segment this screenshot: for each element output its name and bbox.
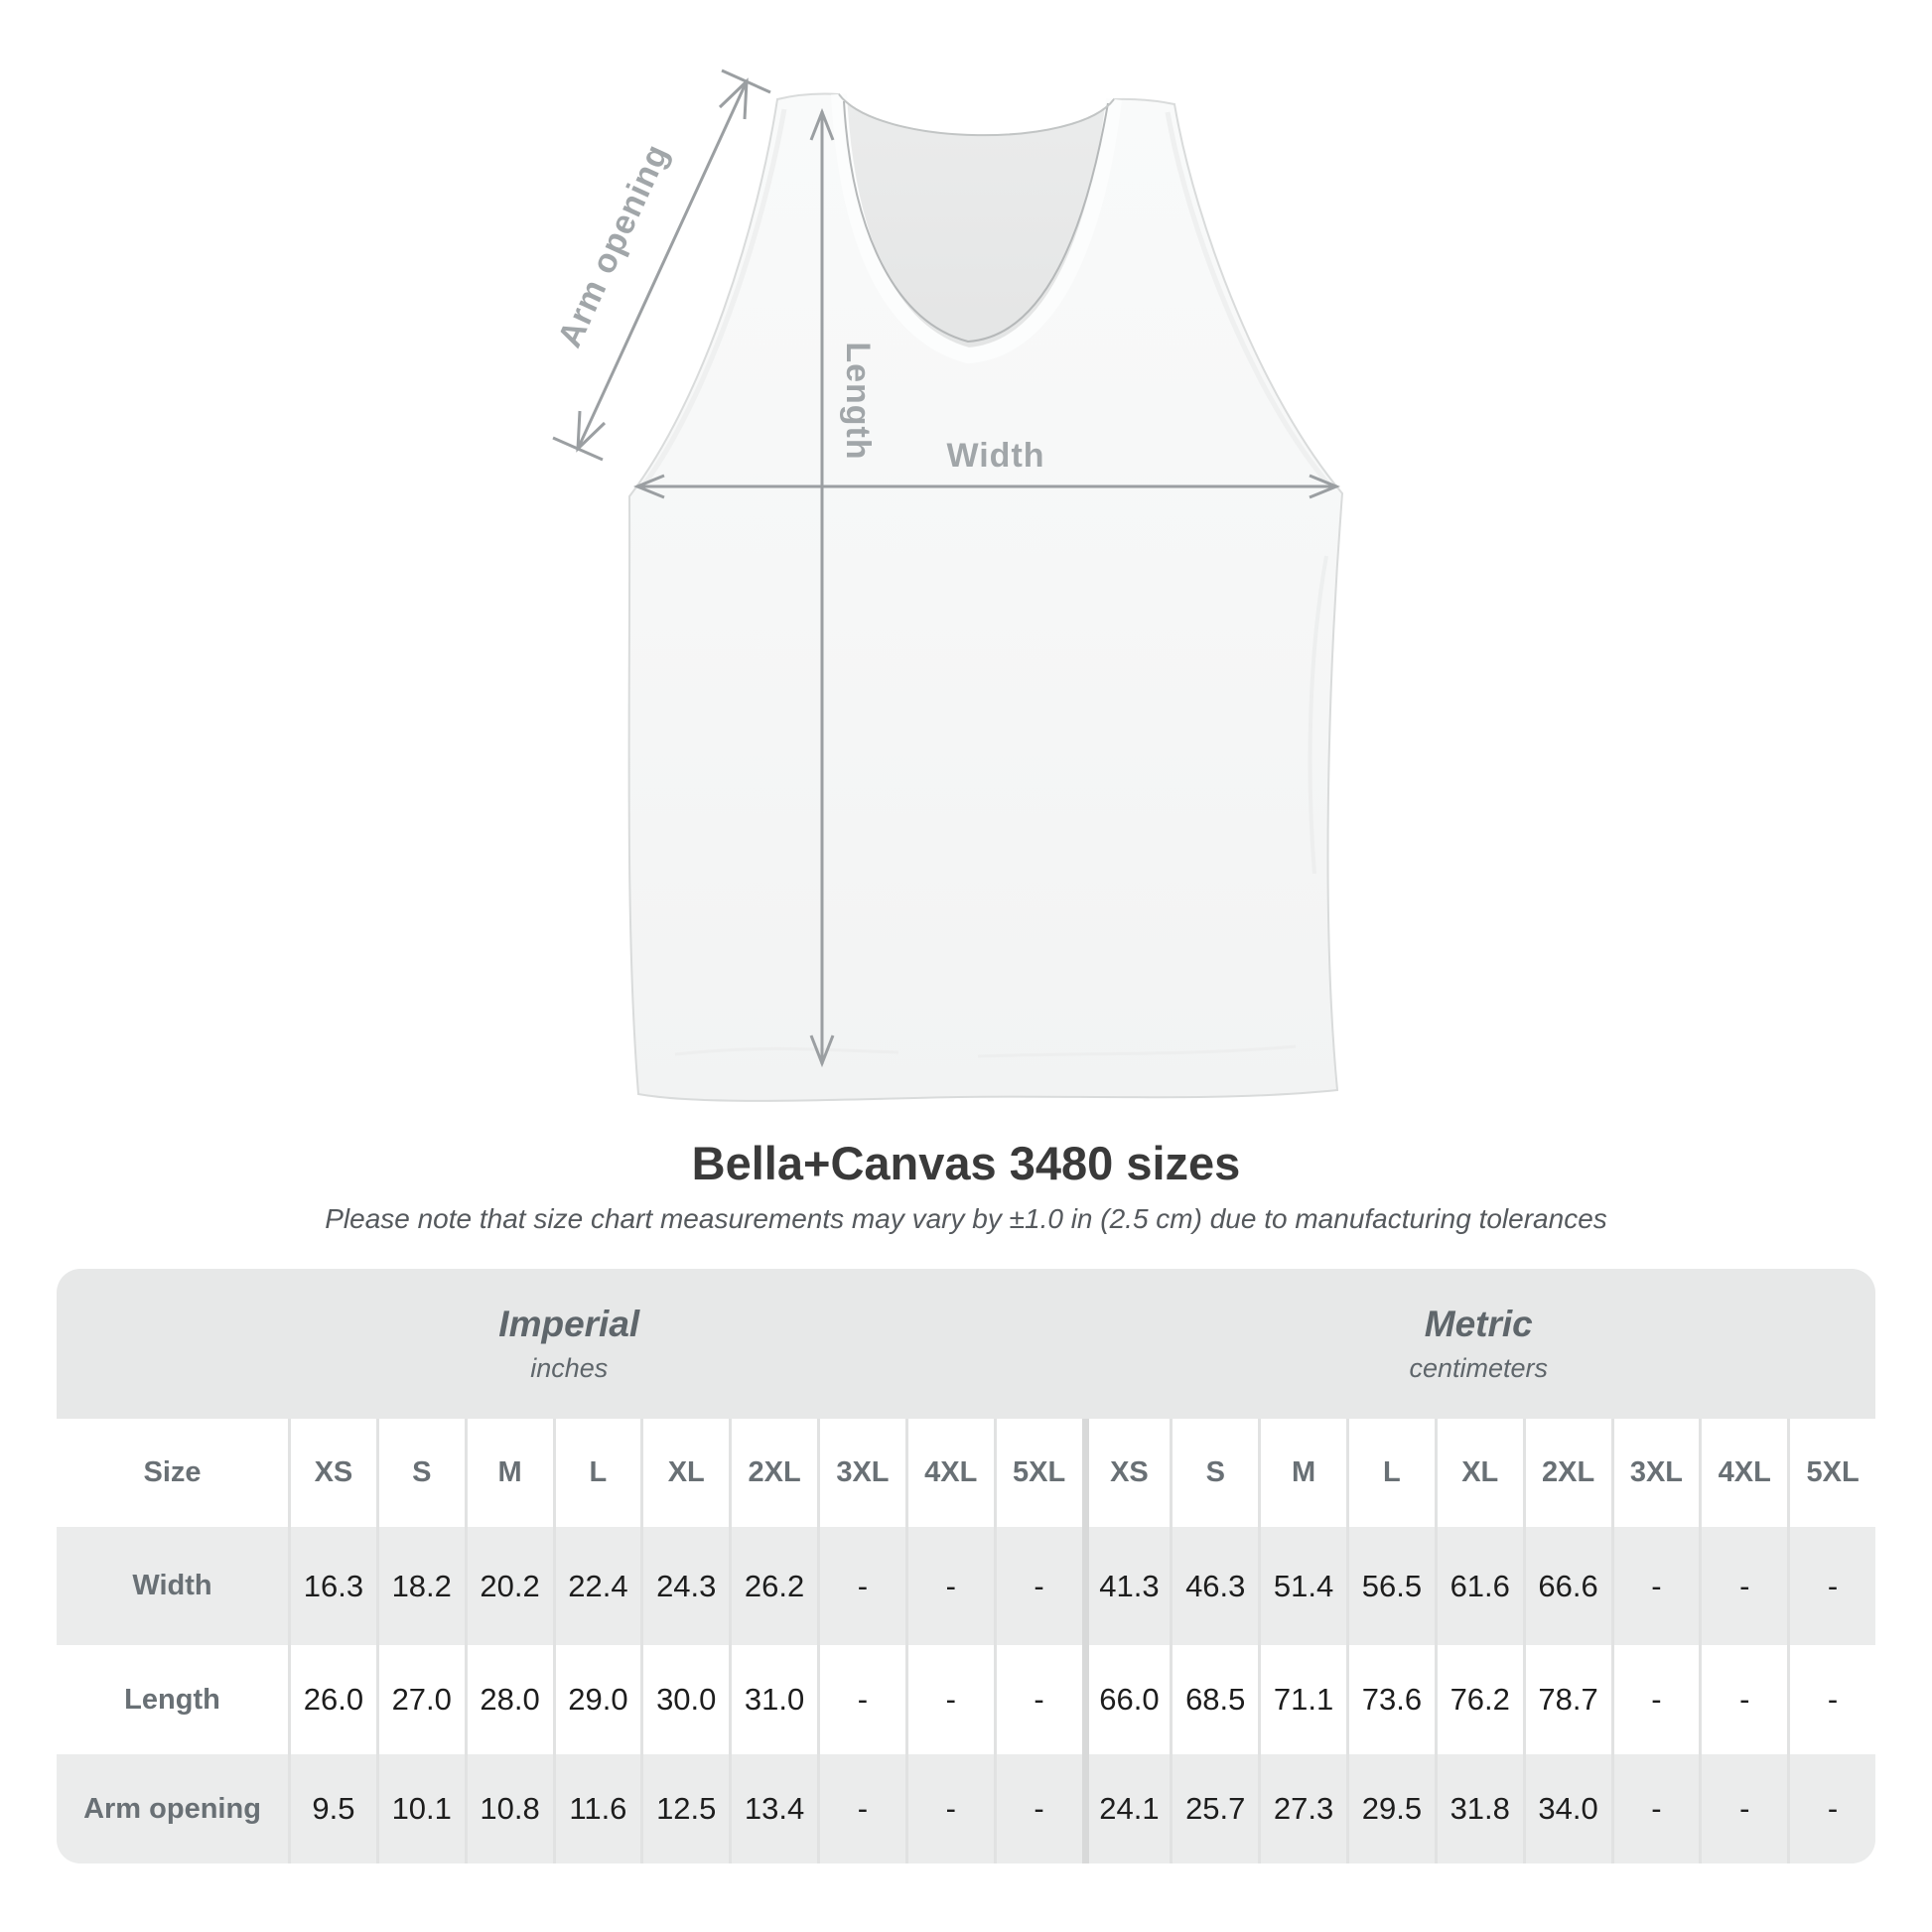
length-imperial-l: 29.0: [553, 1645, 641, 1754]
size-header-metric-4xl: 4XL: [1699, 1419, 1787, 1527]
width-imperial-5xl: -: [994, 1527, 1082, 1645]
unit-group-metric: [1082, 1269, 1875, 1419]
width-imperial-2xl: 26.2: [729, 1527, 817, 1645]
table-row-length: [57, 1645, 1875, 1754]
width-imperial-xl: 24.3: [640, 1527, 729, 1645]
width-metric-m: 51.4: [1258, 1527, 1346, 1645]
metric-unit: centimeters: [1409, 1353, 1549, 1383]
size-header-imperial-xl: XL: [640, 1419, 729, 1527]
unit-group-imperial: [57, 1269, 1082, 1419]
width-metric-l: 56.5: [1346, 1527, 1435, 1645]
length-imperial-xl: 30.0: [640, 1645, 729, 1754]
size-header-imperial-2xl: 2XL: [729, 1419, 817, 1527]
arm-metric-3xl: -: [1611, 1754, 1700, 1863]
size-header-metric-xl: XL: [1435, 1419, 1523, 1527]
arm-metric-xl: 31.8: [1435, 1754, 1523, 1863]
width-metric-3xl: -: [1611, 1527, 1700, 1645]
size-header-row: [57, 1419, 1875, 1527]
imperial-heading: Imperial: [498, 1304, 640, 1344]
width-imperial-xs: 16.3: [288, 1527, 376, 1645]
length-imperial-4xl: -: [905, 1645, 994, 1754]
length-imperial-s: 27.0: [376, 1645, 465, 1754]
width-imperial-4xl: -: [905, 1527, 994, 1645]
size-header-imperial-l: L: [553, 1419, 641, 1527]
row-label-length: Length: [124, 1683, 220, 1716]
length-metric-xs: 66.0: [1082, 1645, 1171, 1754]
size-header-metric-m: M: [1258, 1419, 1346, 1527]
arm-metric-xs: 24.1: [1082, 1754, 1171, 1863]
length-metric-4xl: -: [1699, 1645, 1787, 1754]
size-header-metric-3xl: 3XL: [1611, 1419, 1700, 1527]
length-metric-xl: 76.2: [1435, 1645, 1523, 1754]
imperial-unit: inches: [530, 1353, 609, 1383]
arm-opening-label: Arm opening: [550, 138, 677, 353]
size-header-metric-5xl: 5XL: [1787, 1419, 1875, 1527]
length-metric-2xl: 78.7: [1523, 1645, 1611, 1754]
arm-metric-l: 29.5: [1346, 1754, 1435, 1863]
length-imperial-5xl: -: [994, 1645, 1082, 1754]
length-imperial-2xl: 31.0: [729, 1645, 817, 1754]
width-imperial-l: 22.4: [553, 1527, 641, 1645]
size-column-header: Size: [143, 1456, 202, 1488]
arm-imperial-s: 10.1: [376, 1754, 465, 1863]
size-header-imperial-m: M: [465, 1419, 553, 1527]
width-metric-5xl: -: [1787, 1527, 1875, 1645]
width-label: Width: [946, 437, 1045, 475]
row-label-width: Width: [132, 1570, 212, 1601]
size-header-metric-l: L: [1346, 1419, 1435, 1527]
unit-header-band: [57, 1269, 1875, 1419]
width-imperial-m: 20.2: [465, 1527, 553, 1645]
size-header-imperial-4xl: 4XL: [905, 1419, 994, 1527]
length-imperial-m: 28.0: [465, 1645, 553, 1754]
width-imperial-3xl: -: [817, 1527, 905, 1645]
arm-imperial-xl: 12.5: [640, 1754, 729, 1863]
length-metric-5xl: -: [1787, 1645, 1875, 1754]
size-header-imperial-xs: XS: [288, 1419, 376, 1527]
arm-imperial-xs: 9.5: [288, 1754, 376, 1863]
length-metric-l: 73.6: [1346, 1645, 1435, 1754]
arm-imperial-4xl: -: [905, 1754, 994, 1863]
table-row-arm-opening: [57, 1754, 1875, 1863]
arm-imperial-l: 11.6: [553, 1754, 641, 1863]
length-metric-3xl: -: [1611, 1645, 1700, 1754]
width-metric-2xl: 66.6: [1523, 1527, 1611, 1645]
row-label-arm-opening: Arm opening: [83, 1792, 261, 1825]
arm-metric-4xl: -: [1699, 1754, 1787, 1863]
arm-metric-5xl: -: [1787, 1754, 1875, 1863]
size-header-imperial-3xl: 3XL: [817, 1419, 905, 1527]
size-header-metric-2xl: 2XL: [1523, 1419, 1611, 1527]
length-metric-s: 68.5: [1170, 1645, 1258, 1754]
table-row-width: [57, 1527, 1875, 1645]
metric-heading: Metric: [1424, 1304, 1533, 1344]
width-imperial-s: 18.2: [376, 1527, 465, 1645]
size-header-metric-s: S: [1170, 1419, 1258, 1527]
arm-imperial-2xl: 13.4: [729, 1754, 817, 1863]
size-table: [57, 1269, 1875, 1863]
length-imperial-xs: 26.0: [288, 1645, 376, 1754]
length-imperial-3xl: -: [817, 1645, 905, 1754]
arm-imperial-3xl: -: [817, 1754, 905, 1863]
width-metric-xl: 61.6: [1435, 1527, 1523, 1645]
size-header-metric-xs: XS: [1082, 1419, 1171, 1527]
arm-metric-2xl: 34.0: [1523, 1754, 1611, 1863]
width-metric-4xl: -: [1699, 1527, 1787, 1645]
arm-imperial-5xl: -: [994, 1754, 1082, 1863]
page-title: Bella+Canvas 3480 sizes: [691, 1137, 1241, 1189]
size-header-imperial-s: S: [376, 1419, 465, 1527]
width-metric-xs: 41.3: [1082, 1527, 1171, 1645]
length-metric-m: 71.1: [1258, 1645, 1346, 1754]
width-metric-s: 46.3: [1170, 1527, 1258, 1645]
arm-metric-m: 27.3: [1258, 1754, 1346, 1863]
tolerance-note: Please note that size chart measurements may vary by ±1.0 in (2.5 cm) due to manufacturing tolerances: [325, 1203, 1607, 1234]
size-header-imperial-5xl: 5XL: [994, 1419, 1082, 1527]
arm-metric-s: 25.7: [1170, 1754, 1258, 1863]
length-label: Length: [839, 342, 877, 461]
arm-imperial-m: 10.8: [465, 1754, 553, 1863]
